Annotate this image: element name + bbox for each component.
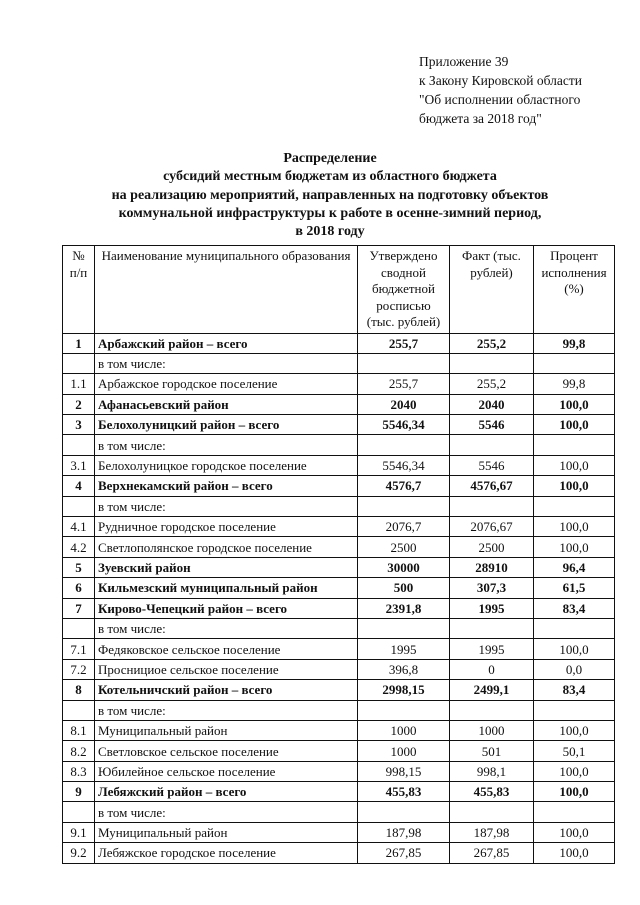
- row-approved: 396,8: [358, 659, 450, 679]
- row-approved: 1995: [358, 639, 450, 659]
- row-approved: 5546,34: [358, 455, 450, 475]
- row-number: [63, 353, 95, 373]
- row-fact: 255,2: [450, 333, 534, 353]
- table-row: [63, 598, 615, 618]
- table-row: [63, 741, 615, 761]
- row-name: Светлополянское городское поселение: [95, 537, 358, 557]
- row-number: 5: [63, 557, 95, 577]
- row-fact: 2040: [450, 394, 534, 414]
- table-row: [63, 680, 615, 700]
- row-name: Кирово-Чепецкий район – всего: [95, 598, 358, 618]
- row-number: 9.2: [63, 843, 95, 863]
- row-percent: 100,0: [534, 720, 615, 740]
- row-percent: [534, 802, 615, 822]
- row-number: [63, 496, 95, 516]
- row-number: 4: [63, 476, 95, 496]
- row-number: 8: [63, 680, 95, 700]
- row-approved: 2391,8: [358, 598, 450, 618]
- table-row: [63, 618, 615, 638]
- row-number: 8.1: [63, 720, 95, 740]
- row-name: Арбажский район – всего: [95, 333, 358, 353]
- row-percent: 100,0: [534, 415, 615, 435]
- row-approved: [358, 700, 450, 720]
- row-name: в том числе:: [95, 435, 358, 455]
- table-row: [63, 394, 615, 414]
- row-fact: 187,98: [450, 822, 534, 842]
- row-approved: [358, 496, 450, 516]
- table-row: [63, 802, 615, 822]
- header-num: № п/п: [63, 246, 95, 334]
- row-name: в том числе:: [95, 496, 358, 516]
- row-approved: 500: [358, 578, 450, 598]
- row-fact: 455,83: [450, 782, 534, 802]
- appendix-line: Приложение 39: [419, 54, 509, 69]
- row-approved: 2076,7: [358, 517, 450, 537]
- row-fact: 2500: [450, 537, 534, 557]
- row-percent: 100,0: [534, 455, 615, 475]
- header-percent: Процент исполнения (%): [534, 246, 615, 334]
- row-name: Зуевский район: [95, 557, 358, 577]
- row-fact: 5546: [450, 455, 534, 475]
- row-percent: 99,8: [534, 374, 615, 394]
- row-name: Белохолуницкий район – всего: [95, 415, 358, 435]
- table-row: [63, 720, 615, 740]
- row-percent: 83,4: [534, 598, 615, 618]
- row-approved: [358, 618, 450, 638]
- row-name: Светловское сельское поселение: [95, 741, 358, 761]
- header-approved: Утверждено сводной бюджетной росписью (тыс. рублей): [358, 246, 450, 334]
- row-fact: 307,3: [450, 578, 534, 598]
- row-number: 1.1: [63, 374, 95, 394]
- appendix-line: бюджета за 2018 год": [419, 111, 542, 126]
- row-fact: 1995: [450, 639, 534, 659]
- row-number: 9: [63, 782, 95, 802]
- row-percent: 100,0: [534, 537, 615, 557]
- row-percent: 100,0: [534, 394, 615, 414]
- row-approved: 1000: [358, 741, 450, 761]
- table-body: [63, 333, 615, 863]
- row-fact: 2076,67: [450, 517, 534, 537]
- appendix-note: [419, 52, 634, 128]
- row-name: Арбажское городское поселение: [95, 374, 358, 394]
- row-number: 8.3: [63, 761, 95, 781]
- row-number: 9.1: [63, 822, 95, 842]
- row-number: 8.2: [63, 741, 95, 761]
- row-fact: [450, 802, 534, 822]
- row-approved: 30000: [358, 557, 450, 577]
- row-fact: [450, 618, 534, 638]
- row-name: Муниципальный район: [95, 720, 358, 740]
- table-row: [63, 761, 615, 781]
- table-row: [63, 639, 615, 659]
- row-name: Лебяжский район – всего: [95, 782, 358, 802]
- row-fact: [450, 353, 534, 373]
- title-line: в 2018 году: [295, 224, 365, 240]
- row-approved: [358, 802, 450, 822]
- row-percent: 83,4: [534, 680, 615, 700]
- row-fact: 2499,1: [450, 680, 534, 700]
- row-name: Афанасьевский район: [95, 394, 358, 414]
- table-row: [63, 415, 615, 435]
- row-percent: 100,0: [534, 639, 615, 659]
- row-fact: [450, 496, 534, 516]
- row-fact: 501: [450, 741, 534, 761]
- table-row: [63, 435, 615, 455]
- row-fact: 998,1: [450, 761, 534, 781]
- row-number: [63, 700, 95, 720]
- row-percent: 96,4: [534, 557, 615, 577]
- table-row: [63, 700, 615, 720]
- header-fact: Факт (тыс. рублей): [450, 246, 534, 334]
- table-row: [63, 843, 615, 863]
- row-fact: 0: [450, 659, 534, 679]
- row-percent: 100,0: [534, 476, 615, 496]
- row-approved: 267,85: [358, 843, 450, 863]
- row-percent: [534, 353, 615, 373]
- table-row: [63, 578, 615, 598]
- row-fact: [450, 700, 534, 720]
- table-row: [63, 455, 615, 475]
- table-row: [63, 496, 615, 516]
- row-fact: 267,85: [450, 843, 534, 863]
- row-percent: 100,0: [534, 843, 615, 863]
- table-row: [63, 822, 615, 842]
- row-percent: 50,1: [534, 741, 615, 761]
- title-line: Распределение: [283, 151, 377, 166]
- row-number: 6: [63, 578, 95, 598]
- row-name: Белохолуницкое городское поселение: [95, 455, 358, 475]
- row-percent: 0,0: [534, 659, 615, 679]
- row-fact: 5546: [450, 415, 534, 435]
- row-name: Кильмезский муниципальный район: [95, 578, 358, 598]
- table-row: [63, 659, 615, 679]
- row-name: Проснициое сельское поселение: [95, 659, 358, 679]
- subsidy-table: [62, 245, 615, 864]
- row-name: Лебяжское городское поселение: [95, 843, 358, 863]
- row-approved: 998,15: [358, 761, 450, 781]
- row-name: в том числе:: [95, 618, 358, 638]
- appendix-line: "Об исполнении областного: [419, 92, 581, 107]
- row-name: Муниципальный район: [95, 822, 358, 842]
- row-fact: 28910: [450, 557, 534, 577]
- title-line: на реализацию мероприятий, направленных на подготовку объектов: [111, 187, 549, 203]
- row-name: Юбилейное сельское поселение: [95, 761, 358, 781]
- row-approved: 2500: [358, 537, 450, 557]
- row-approved: 2040: [358, 394, 450, 414]
- row-approved: 1000: [358, 720, 450, 740]
- table-row: [63, 476, 615, 496]
- row-approved: 255,7: [358, 333, 450, 353]
- row-percent: [534, 435, 615, 455]
- row-name: в том числе:: [95, 700, 358, 720]
- row-approved: 5546,34: [358, 415, 450, 435]
- table-row: [63, 517, 615, 537]
- table-row: [63, 782, 615, 802]
- row-number: 4.2: [63, 537, 95, 557]
- row-number: 4.1: [63, 517, 95, 537]
- header-name: Наименование муниципального образования: [95, 246, 358, 334]
- row-fact: 255,2: [450, 374, 534, 394]
- appendix-line: к Закону Кировской области: [419, 73, 583, 88]
- row-name: в том числе:: [95, 802, 358, 822]
- row-percent: 100,0: [534, 782, 615, 802]
- table-row: [63, 537, 615, 557]
- row-number: 1: [63, 333, 95, 353]
- row-percent: [534, 496, 615, 516]
- row-fact: 1000: [450, 720, 534, 740]
- row-percent: [534, 700, 615, 720]
- row-fact: 1995: [450, 598, 534, 618]
- row-percent: 100,0: [534, 517, 615, 537]
- row-percent: [534, 618, 615, 638]
- table-row: [63, 333, 615, 353]
- table-header-row: [63, 246, 615, 334]
- row-approved: [358, 353, 450, 373]
- row-approved: 4576,7: [358, 476, 450, 496]
- row-name: Котельничский район – всего: [95, 680, 358, 700]
- row-percent: 100,0: [534, 822, 615, 842]
- row-name: Федяковское сельское поселение: [95, 639, 358, 659]
- row-approved: [358, 435, 450, 455]
- row-approved: 455,83: [358, 782, 450, 802]
- row-name: Рудничное городское поселение: [95, 517, 358, 537]
- title-line: коммунальной инфраструктуры к работе в осенне-зимний период,: [118, 205, 542, 221]
- row-number: 7: [63, 598, 95, 618]
- row-approved: 187,98: [358, 822, 450, 842]
- row-number: [63, 435, 95, 455]
- row-name: в том числе:: [95, 353, 358, 373]
- row-number: 7.2: [63, 659, 95, 679]
- row-number: 2: [63, 394, 95, 414]
- table-row: [63, 353, 615, 373]
- row-approved: 2998,15: [358, 680, 450, 700]
- table-row: [63, 557, 615, 577]
- row-fact: 4576,67: [450, 476, 534, 496]
- document-title: [50, 150, 610, 241]
- row-number: 3: [63, 415, 95, 435]
- title-line: субсидий местным бюджетам из областного бюджета: [163, 169, 497, 185]
- table-row: [63, 374, 615, 394]
- row-number: [63, 618, 95, 638]
- row-name: Верхнекамский район – всего: [95, 476, 358, 496]
- row-percent: 99,8: [534, 333, 615, 353]
- row-number: 7.1: [63, 639, 95, 659]
- row-fact: [450, 435, 534, 455]
- row-percent: 61,5: [534, 578, 615, 598]
- row-percent: 100,0: [534, 761, 615, 781]
- row-approved: 255,7: [358, 374, 450, 394]
- row-number: 3.1: [63, 455, 95, 475]
- row-number: [63, 802, 95, 822]
